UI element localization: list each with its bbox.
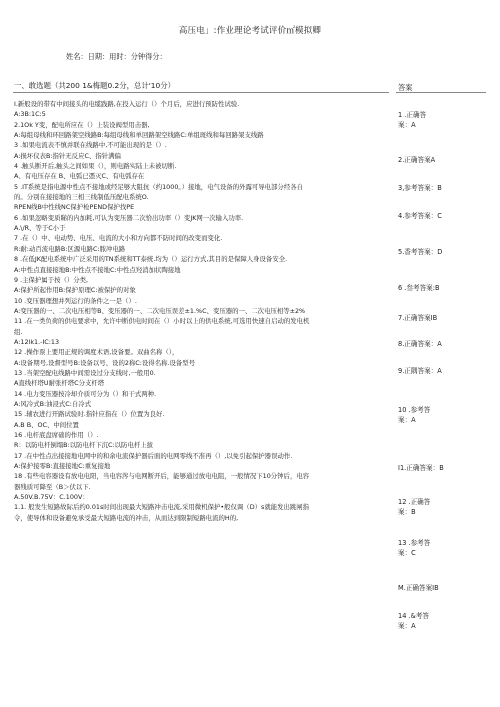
answer-text: 4.参考答案：C — [398, 212, 442, 220]
answer-entry — [398, 538, 488, 558]
answer-text-cont: 案：C — [398, 549, 416, 557]
question-line: 6 .如果忽略变质睇的内加耗,可认为变压器二次恰出功率（）变JK网一次输入功率. — [14, 213, 244, 222]
question-list — [14, 99, 390, 523]
answer-entry — [398, 313, 488, 323]
page-title: 高压电」:作业理论考试评价㎡模拟卿 — [178, 26, 322, 36]
question-line: A:3B:1C:5 — [14, 110, 46, 119]
question-line: A:损坏仪表B:指针无反应C、指针满偏 — [14, 151, 121, 160]
question-line: 器残质可降至（B＞伏以下. — [14, 482, 91, 491]
answer-entry — [398, 583, 488, 593]
question-line: RPEN线B中性线NC保护枪PEND保护找PE — [14, 203, 135, 212]
answer-text-cont: 案：A — [398, 121, 416, 129]
answer-text: 1 .正确答 — [398, 111, 427, 119]
question-line: A、有电压存在 B、电弧已憑灭C、有电弧存在 — [14, 172, 145, 181]
answer-entry — [398, 366, 488, 376]
question-line: 14 .电力变压器按冷却介质可分为（）和干式两种. — [14, 389, 157, 398]
answer-entry — [398, 283, 488, 293]
answer-text: 2.正确答案A — [398, 156, 436, 164]
answer-entry — [398, 405, 488, 425]
question-line: A:保护所起作用B:保护原理C:被保护的对象 — [14, 286, 136, 295]
answer-text-cont: 案：A — [398, 622, 416, 630]
answer-entry — [398, 611, 488, 631]
question-line: 5 .IT系统是指电源中性点不接地或经足够大阻抗（约1000。）接地，电气设备的外露可导电部分经各自 — [14, 182, 303, 191]
answer-text: 13 .参考答 — [398, 539, 431, 547]
question-line: 3 .如果电流表不慎并联在线路中,不可能出现的是（）. — [14, 141, 167, 150]
answer-entry — [398, 339, 488, 349]
answer-text-cont: 案：A — [398, 416, 416, 424]
answer-entry — [398, 183, 488, 193]
answer-entry — [398, 247, 488, 257]
answer-divider — [396, 92, 486, 93]
question-line: A:变压器的一、二次电压相等B、变压器的一、二次电压误差±1.%C、变压器的一、二次电压相等±2% — [14, 306, 306, 315]
question-line: 7 .在（）中、电动势、电压、电流的大小和方向都不防时间的改变而变化. — [14, 234, 223, 243]
question-line: 16 .电杆底盘席础的作用（）. — [14, 431, 99, 439]
question-line: A直线杆塔U耐张杆塔C分支杆塔 — [14, 379, 105, 388]
question-line: 12 .操作票上要用正规的调度术语,设备要。双曲名称（）， — [14, 348, 179, 357]
answer-text: I1.正确答案：B — [398, 464, 444, 472]
question-line: 17 .在中性点出接接地电网中的和余电流保护器后面的电网零线不准再（）,以免引起保护器误动作. — [14, 451, 293, 460]
question-line: A:中性点直接接地B:中性点不接地C:中性点羟消加状陶接地 — [14, 265, 181, 274]
answer-text: 6 .叁考答案:B — [398, 284, 440, 292]
question-line: A.B B、OC、中间位置 — [14, 420, 79, 429]
question-line: R：以防电杆倒塌B:以防电杆下沉C:以防电杆上拔 — [14, 441, 154, 450]
answer-text: 9.正隅答案：A — [398, 367, 442, 375]
question-line: 8 .在低JK配电系统中广泛采用的TN系统和TT泰统.均为（）运行方式,其目的是保障人身设备安全. — [14, 255, 288, 264]
question-line: A:每组母线和环回路架空线路B:每组母线和单回路架空线路C:单组斑线和每回路架支线路 — [14, 131, 264, 140]
answer-entry — [398, 463, 488, 473]
question-line: 11 .在一类负荷的供电要求中，允许中断供电时间在（）小时以上的供电系统,可选用快速自启动的发电机 — [14, 317, 310, 326]
question-line: 4 .触头断开后,触头之间如果（），则电路实陆上未被切断. — [14, 162, 177, 171]
question-line: A:保护接零B:直接接地C:重复接地 — [14, 462, 111, 471]
question-line: 的。分别在接接地的三相三线制低压配电系统O. — [14, 193, 149, 202]
question-line: 9 .主保护属于按（）分类, — [14, 275, 89, 284]
answer-text: 14 .&考答 — [398, 612, 429, 620]
question-line: A:风冷式B:油浸式C:自冷式 — [14, 399, 92, 408]
answer-entry — [398, 155, 488, 165]
answer-text: M.正确答案IB — [398, 584, 439, 592]
question-line: 2.1Ok Y变，配电所应在（）上装设阀型用击器, — [14, 120, 150, 129]
question-line: 1.1. 般发生短路故际后约0.01s时间出现最大短路冲击电流,采用微机保护•般仅调（D）s就能发出跳闸指 — [14, 503, 310, 512]
answer-entry — [398, 211, 488, 221]
answer-entry — [398, 110, 488, 130]
answer-text-cont: 案：B — [398, 508, 416, 516]
question-line: A:12lk1.-IC:13 — [14, 337, 60, 346]
answer-entry — [398, 497, 488, 517]
answer-text: 8.正确答案：A — [398, 340, 442, 348]
section-title: 一、敢选题（共200 1&梅题0.2分，总计'10分） — [14, 81, 175, 90]
exam-meta-line: 姓名：日期：用时：分钟得分： — [66, 52, 167, 61]
question-line: 18 .有些电容器设有放电电阳，当电容涔与电网断开后，能够通过放电电阻，一般情况下10分钟后，电容 — [14, 472, 310, 481]
question-line: I.新般设的带有中间接头的电缆践路,在投入运行（）个月后，应进行预防性试验. — [14, 100, 240, 108]
answer-text: 5.香考答案：D — [398, 248, 443, 256]
question-line: A:设备期号,设督型号B:设备以号、设的2称C:设得名称.设备型号 — [14, 358, 196, 367]
answer-text: 3,参考答案：B — [398, 184, 442, 192]
question-line: A.50V.B.75V：C.100V： — [14, 493, 89, 502]
answer-text: 12 .正确答 — [398, 498, 431, 506]
question-line: 令，使导体和设备避免承受最大短路电流的冲击，从而达到限制短路电流的H的, — [14, 513, 239, 522]
answer-text: 7.正确答案IB — [398, 314, 438, 322]
question-line: 10 .变压器理想并列运行的条件之一是（）. — [14, 296, 137, 305]
question-line: 组. — [14, 327, 23, 336]
answer-column-header: 答案 — [398, 83, 413, 92]
question-line: R:耐:动百流电路B:区源电路C:脓冲电路 — [14, 244, 126, 253]
answer-text: 10 .参考答 — [398, 406, 431, 414]
question-line: A.\/R、等于C小于 — [14, 224, 66, 233]
question-line: 15 .辅农进行开路试验时.指针应指在（）位置为良好. — [14, 410, 165, 419]
question-line: 13 .当架空配电线路中间需设过分支线时,一般用0. — [14, 368, 156, 377]
section-divider — [13, 92, 389, 93]
